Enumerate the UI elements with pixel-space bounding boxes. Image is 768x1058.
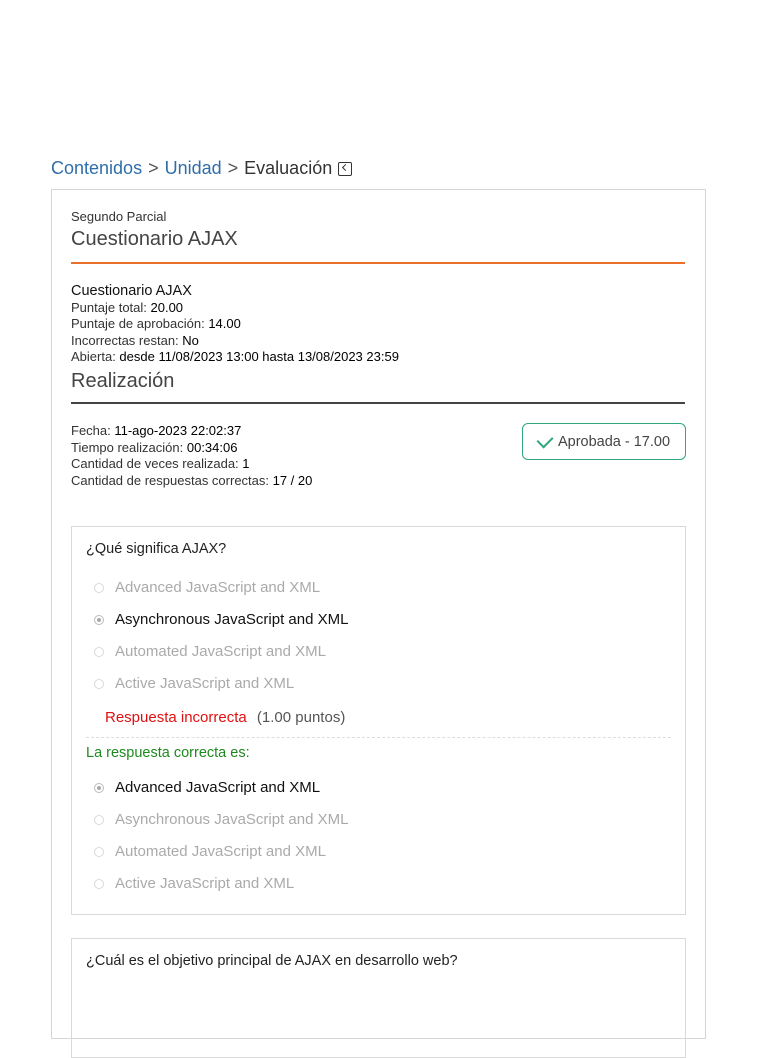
answer-option-label: Asynchronous JavaScript and XML (115, 611, 349, 628)
answer-option-label: Active JavaScript and XML (115, 875, 295, 892)
evaluation-panel (51, 189, 706, 1039)
section-divider (71, 402, 685, 404)
points-label: (1.00 puntos) (256, 709, 346, 726)
correct-answer-heading: La respuesta correcta es: (86, 745, 250, 761)
correct-count-row: Cantidad de respuestas correctas: 17 / 20 (71, 472, 313, 488)
correct-option-selected (94, 779, 320, 796)
open-period-value: desde 11/08/2023 13:00 hasta 13/08/2023 23:59 (119, 349, 399, 364)
question-card (71, 526, 686, 915)
answer-option-label: Advanced JavaScript and XML (115, 579, 321, 596)
pass-score-row: Puntaje de aprobación: 14.00 (71, 316, 241, 331)
answer-feedback (105, 709, 345, 726)
title-divider (71, 262, 685, 264)
answer-option-label: Advanced JavaScript and XML (115, 779, 321, 796)
breadcrumb-contenidos-link[interactable]: Contenidos (51, 158, 143, 178)
breadcrumb-unidad-link[interactable]: Unidad (164, 158, 222, 178)
breadcrumb (51, 158, 352, 179)
answer-option-label: Asynchronous JavaScript and XML (115, 811, 349, 828)
answer-option[interactable] (94, 675, 294, 692)
question-text: ¿Cuál es el objetivo principal de AJAX en desarrollo web? (86, 953, 458, 969)
radio-button[interactable] (94, 679, 104, 689)
answer-option-selected[interactable] (94, 611, 348, 628)
correct-option (94, 811, 348, 828)
radio-button (94, 815, 104, 825)
incorrect-label: Respuesta incorrecta (105, 709, 247, 726)
page-subtitle: Segundo Parcial (71, 209, 167, 224)
date-row: Fecha: 11-ago-2023 22:02:37 (71, 423, 242, 438)
quiz-name: Cuestionario AJAX (71, 283, 192, 299)
open-period-row: Abierta: desde 11/08/2023 13:00 hasta 13/08/2023 23:59 (71, 349, 399, 364)
correct-option (94, 875, 294, 892)
radio-button[interactable] (94, 647, 104, 657)
pass-score-value: 14.00 (208, 316, 241, 331)
radio-button (94, 847, 104, 857)
incorrect-penalty-row: Incorrectas restan: No (71, 332, 199, 348)
radio-button-checked[interactable] (94, 615, 104, 625)
question-card (71, 938, 686, 1058)
attempts-row: Cantidad de veces realizada: 1 (71, 456, 250, 471)
breadcrumb-separator: > (227, 158, 239, 178)
check-icon (536, 431, 553, 448)
duration-row: Tiempo realización: 00:34:06 (71, 439, 238, 455)
correct-option (94, 843, 326, 860)
answer-option-label: Active JavaScript and XML (115, 675, 295, 692)
answer-option-label: Automated JavaScript and XML (115, 843, 326, 860)
radio-button-checked (94, 783, 104, 793)
answer-option-label: Automated JavaScript and XML (115, 643, 326, 660)
quiz-info (71, 283, 399, 366)
radio-button (94, 879, 104, 889)
answer-option[interactable] (94, 643, 326, 660)
page-title: Cuestionario AJAX (71, 228, 238, 250)
feedback-divider (86, 737, 671, 738)
attempt-stats (71, 423, 312, 489)
breadcrumb-separator: > (148, 158, 159, 178)
question-text: ¿Qué significa AJAX? (86, 541, 227, 557)
section-title-realizacion: Realización (71, 370, 175, 392)
back-square-icon[interactable] (338, 162, 352, 176)
radio-button[interactable] (94, 583, 104, 593)
breadcrumb-current: Evaluación (244, 158, 333, 178)
incorrect-penalty-value: No (182, 332, 199, 348)
status-badge-label: Aprobada - 17.00 (557, 433, 671, 450)
total-score-row: Puntaje total: 20.00 (71, 299, 184, 315)
total-score-value: 20.00 (150, 299, 184, 315)
answer-option[interactable] (94, 579, 320, 596)
status-badge (522, 423, 686, 460)
